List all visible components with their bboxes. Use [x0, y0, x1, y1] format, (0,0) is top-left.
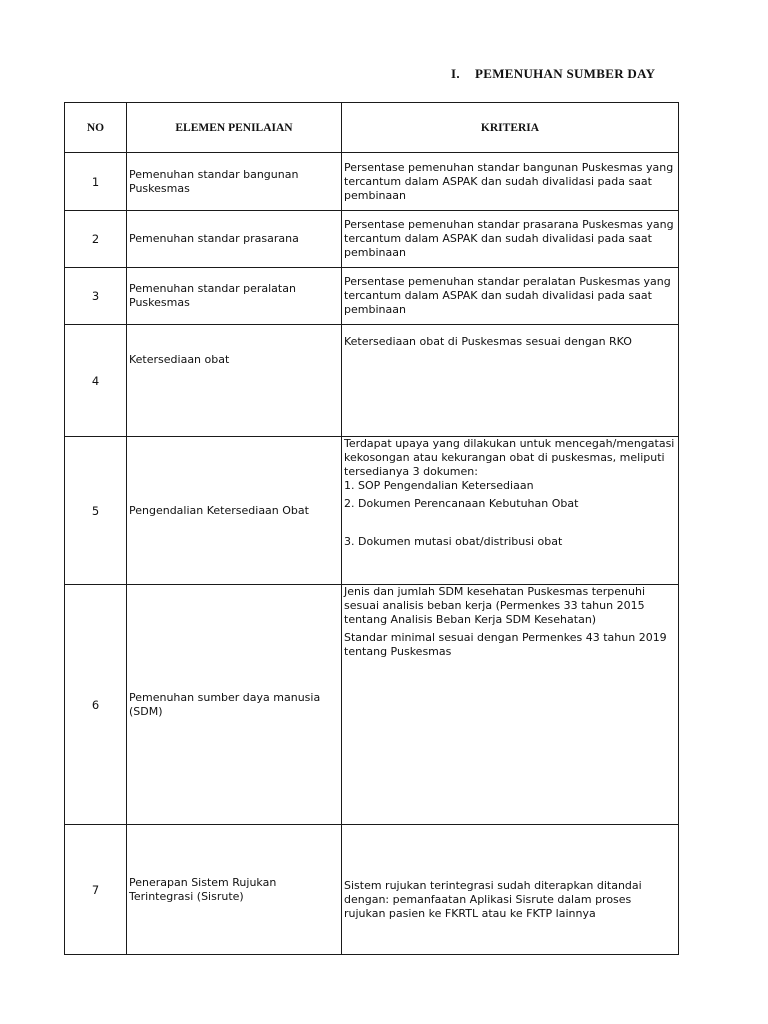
section-heading: PEMENUHAN SUMBER DAY	[475, 66, 656, 81]
table-row	[65, 825, 679, 955]
kriteria-list-item: 1. SOP Pengendalian Ketersediaan	[344, 479, 534, 492]
table-row	[65, 325, 679, 437]
row-kriteria	[342, 325, 679, 437]
row-kriteria	[342, 585, 679, 825]
table-header-row	[65, 103, 679, 153]
table-row	[65, 437, 679, 585]
kriteria-text: Ketersediaan obat di Puskesmas sesuai dengan RKO	[344, 335, 632, 348]
kriteria-text: Terdapat upaya yang dilakukan untuk mencegah/mengatasi kekosongan atau kekurangan obat di puskesmas, meliputi tersedianya 3 dokumen:	[344, 437, 675, 478]
section-title	[451, 66, 655, 82]
kriteria-text: Persentase pemenuhan standar peralatan Puskesmas yang tercantum dalam ASPAK dan sudah divalidasi pada saat pembinaan	[344, 275, 671, 316]
row-elemen: Pemenuhan standar peralatan Puskesmas	[127, 268, 342, 325]
table-row	[65, 585, 679, 825]
row-elemen: Pengendalian Ketersediaan Obat	[127, 437, 342, 585]
kriteria-text: Persentase pemenuhan standar prasarana Puskesmas yang tercantum dalam ASPAK dan sudah divalidasi pada saat pembinaan	[344, 218, 674, 259]
row-kriteria	[342, 153, 679, 211]
row-no: 7	[65, 825, 127, 955]
row-kriteria	[342, 268, 679, 325]
row-kriteria	[342, 825, 679, 955]
row-elemen	[127, 325, 342, 437]
row-elemen: Pemenuhan standar prasarana	[127, 211, 342, 268]
row-elemen: Penerapan Sistem Rujukan Terintegrasi (Sisrute)	[127, 825, 342, 955]
row-elemen: Pemenuhan standar bangunan Puskesmas	[127, 153, 342, 211]
row-kriteria	[342, 437, 679, 585]
row-no: 6	[65, 585, 127, 825]
row-no: 2	[65, 211, 127, 268]
kriteria-list-item: 2. Dokumen Perencanaan Kebutuhan Obat	[344, 497, 579, 510]
header-no: NO	[65, 103, 127, 153]
kriteria-text: Persentase pemenuhan standar bangunan Puskesmas yang tercantum dalam ASPAK dan sudah divalidasi pada saat pembinaan	[344, 160, 674, 202]
row-no: 1	[65, 153, 127, 211]
elemen-text: Ketersediaan obat	[129, 353, 230, 366]
header-kriteria: KRITERIA	[342, 103, 679, 153]
row-elemen: Pemenuhan sumber daya manusia (SDM)	[127, 585, 342, 825]
table-row	[65, 268, 679, 325]
assessment-table	[64, 102, 679, 955]
kriteria-text: Standar minimal sesuai dengan Permenkes 43 tahun 2019 tentang Puskesmas	[344, 631, 667, 658]
kriteria-text: Sistem rujukan terintegrasi sudah diterapkan ditandai dengan: pemanfaatan Aplikasi Sisrute dalam proses rujukan pasien ke FKRTL atau ke FKTP lainnya	[344, 879, 642, 920]
row-no: 4	[65, 325, 127, 437]
row-no: 3	[65, 268, 127, 325]
kriteria-text: Jenis dan jumlah SDM kesehatan Puskesmas terpenuhi sesuai analisis beban kerja (Permenkes 33 tahun 2015 tentang Analisis Beban Kerja SDM Kesehatan)	[344, 585, 646, 626]
table-row	[65, 153, 679, 211]
row-kriteria	[342, 211, 679, 268]
table-row	[65, 211, 679, 268]
row-no: 5	[65, 437, 127, 585]
section-number: I.	[451, 66, 460, 81]
kriteria-list-item: 3. Dokumen mutasi obat/distribusi obat	[344, 535, 563, 548]
header-elemen: ELEMEN PENILAIAN	[127, 103, 342, 153]
